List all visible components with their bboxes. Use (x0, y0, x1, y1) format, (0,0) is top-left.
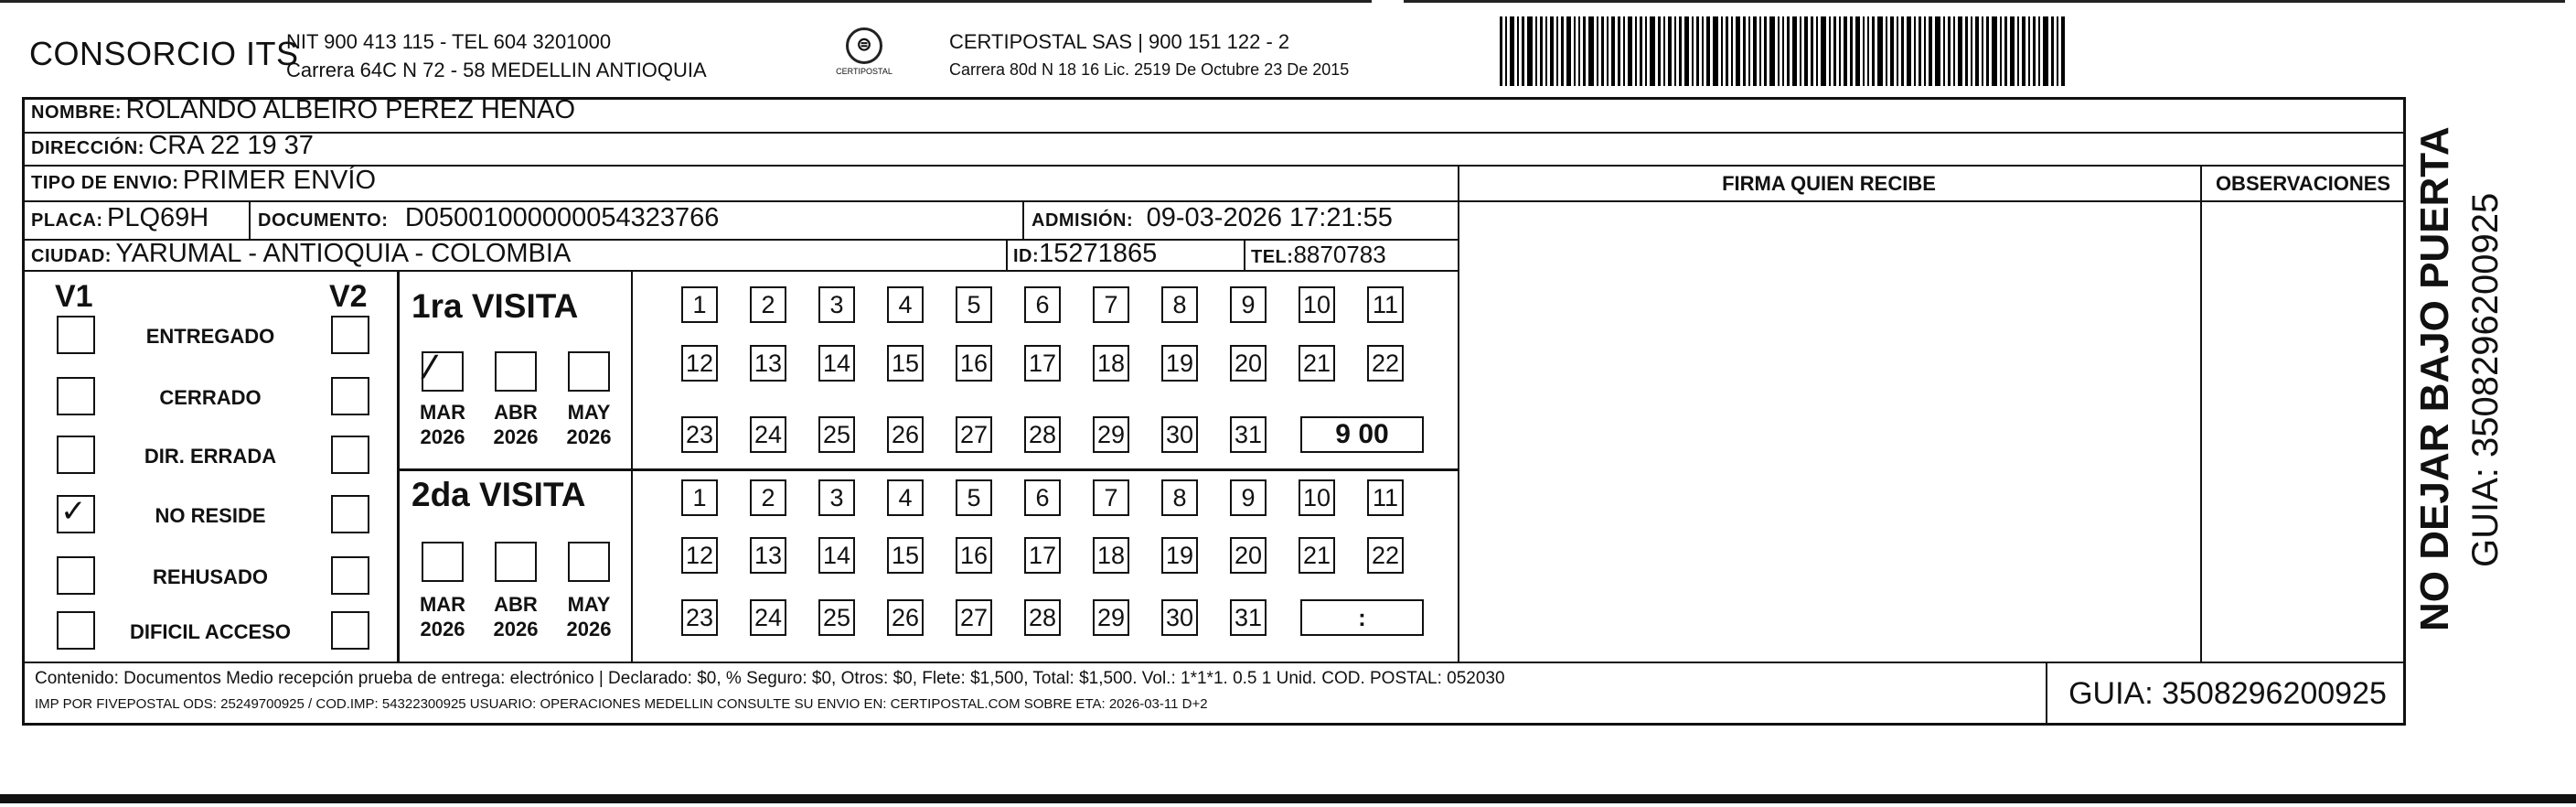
day-box[interactable]: 28 (1024, 416, 1061, 453)
month-name: ABR (494, 401, 538, 424)
barcode-bar (1850, 16, 1853, 86)
barcode-bar (1588, 16, 1594, 86)
row-divider (22, 200, 1458, 202)
tipo-envio-label: TIPO DE ENVIO: (31, 173, 179, 193)
day-box[interactable]: 29 (1093, 599, 1129, 636)
month-name: MAR (419, 401, 466, 424)
barcode-bar (1804, 16, 1808, 86)
barcode-bar (1975, 16, 1979, 86)
day-box[interactable]: 4 (887, 286, 924, 323)
ciudad-value: YARUMAL - ANTIOQUIA - COLOMBIA (115, 239, 572, 268)
visit-divider (397, 468, 1458, 471)
barcode-bar (1702, 16, 1704, 86)
day-box[interactable]: 7 (1093, 286, 1129, 323)
day-box[interactable]: 9 (1230, 286, 1267, 323)
day-box[interactable]: 28 (1024, 599, 1061, 636)
day-box[interactable]: 1 (681, 479, 718, 516)
day-box[interactable]: 2 (750, 286, 786, 323)
day-box[interactable]: 13 (750, 345, 786, 382)
month-checkbox[interactable] (568, 542, 610, 582)
month-year: 2026 (493, 425, 539, 448)
barcode-bar (1982, 16, 1983, 86)
day-box[interactable]: 23 (681, 599, 718, 636)
v2-header: V2 (329, 279, 368, 314)
barcode-bar (1833, 16, 1836, 86)
v1-checkbox[interactable] (57, 556, 95, 595)
day-box[interactable]: 8 (1161, 286, 1198, 323)
month-label (415, 592, 470, 641)
barcode-bar (1692, 16, 1694, 86)
barcode-bar (1540, 16, 1543, 86)
barcode-bar (1816, 16, 1818, 86)
barcode-bar (1890, 16, 1894, 86)
handwritten-check-mark: ⁄ (427, 350, 433, 386)
tel-field (1251, 241, 1386, 269)
barcode-bar (1800, 16, 1801, 86)
logo-mark-icon: ⊜ (846, 27, 882, 64)
handwritten-check-mark: ✓ (60, 493, 87, 530)
day-box[interactable]: 11 (1367, 286, 1404, 323)
barcode-bar (1696, 16, 1699, 86)
barcode-bar (1778, 16, 1780, 86)
barcode-bar (1943, 16, 1945, 86)
admision-field (1031, 203, 1393, 233)
barcode-bar (1839, 16, 1841, 86)
direccion-value: CRA 22 19 37 (148, 131, 314, 160)
ciudad-field (31, 239, 571, 269)
day-box[interactable]: 3 (818, 479, 855, 516)
id-value: 15271865 (1039, 239, 1158, 268)
day-box[interactable]: 22 (1367, 537, 1404, 574)
barcode-bar (1527, 16, 1533, 86)
barcode-bar (1668, 16, 1672, 86)
barcode-bar (1731, 16, 1733, 86)
status-label: NO RESIDE (155, 504, 266, 527)
day-box[interactable]: 10 (1299, 286, 1335, 323)
day-box[interactable]: 31 (1230, 416, 1267, 453)
nit-line: NIT 900 413 115 - TEL 604 3201000 (286, 30, 612, 53)
barcode-bar (1561, 16, 1564, 86)
v1-header: V1 (55, 279, 93, 314)
barcode-bar (1844, 16, 1847, 86)
time-box[interactable]: 9 00 (1300, 416, 1424, 453)
month-year: 2026 (566, 618, 612, 640)
nombre-field (31, 95, 575, 125)
day-box[interactable]: 14 (818, 537, 855, 574)
barcode-bar (1517, 16, 1519, 86)
v1-checkbox[interactable] (57, 611, 95, 650)
month-label (561, 400, 616, 449)
barcode-bar (1872, 16, 1875, 86)
barcode-bar (1645, 16, 1647, 86)
barcode-bar (1640, 16, 1642, 86)
barcode-bar (1855, 16, 1860, 86)
barcode-bar (1601, 16, 1604, 86)
tel-value: 8870783 (1293, 241, 1386, 268)
id-label: ID: (1013, 246, 1040, 266)
barcode-bar (1706, 16, 1710, 86)
barcode-bar (1935, 16, 1940, 86)
day-box[interactable]: 17 (1024, 537, 1061, 574)
barcode-bar (1792, 16, 1797, 86)
day-box[interactable]: 22 (1367, 345, 1404, 382)
barcode-bar (1986, 16, 1989, 86)
barcode-bar (1550, 16, 1554, 86)
barcode-bar (2017, 16, 2019, 86)
day-box[interactable]: 13 (750, 537, 786, 574)
day-box[interactable]: 20 (1230, 345, 1267, 382)
month-name: MAY (567, 401, 611, 424)
day-box[interactable]: 15 (887, 345, 924, 382)
month-name: MAY (567, 593, 611, 616)
barcode-bar (1535, 16, 1537, 86)
barcode-bar (1787, 16, 1790, 86)
status-divider (397, 270, 400, 662)
row-divider (1458, 200, 2406, 202)
day-box[interactable]: 21 (1299, 537, 1335, 574)
bottom-rule (0, 794, 2576, 803)
admision-value: 09-03-2026 17:21:55 (1146, 203, 1393, 232)
col-divider (1458, 165, 1459, 662)
barcode-bar (1886, 16, 1887, 86)
month-year: 2026 (566, 425, 612, 448)
month-checkbox[interactable] (422, 542, 464, 582)
barcode-bar (1914, 16, 1916, 86)
month-checkbox[interactable] (495, 542, 537, 582)
month-year: 2026 (420, 618, 465, 640)
logo-text: CERTIPOSTAL (836, 67, 893, 76)
barcode-bar (1611, 16, 1615, 86)
barcode-bar (1764, 16, 1767, 86)
day-box[interactable]: 5 (956, 286, 992, 323)
direccion-label: DIRECCIÓN: (31, 138, 144, 158)
barcode-bar (2010, 16, 2015, 86)
barcode-bar (1782, 16, 1784, 86)
barcode-bar (1500, 16, 1502, 86)
carrier-info (949, 27, 1349, 84)
v2-checkbox[interactable] (331, 377, 369, 415)
carrier-address: Carrera 80d N 18 16 Lic. 2519 De Octubre 23 De 2015 (949, 60, 1350, 79)
day-box[interactable]: 26 (887, 599, 924, 636)
nombre-label: NOMBRE: (31, 102, 123, 123)
day-box[interactable]: 27 (956, 416, 992, 453)
footer-print-info: IMP POR FIVEPOSTAL ODS: 25249700925 / COD.IMP: 54322300925 USUARIO: OPERACIONES MEDELLIN CONSULTE SU ENVIO EN: CERTIPOSTAL.COM SOBRE ETA: 2026-03-11 D+2 (35, 696, 1208, 712)
day-box[interactable]: 4 (887, 479, 924, 516)
day-box[interactable]: 3 (818, 286, 855, 323)
barcode-bar (1679, 16, 1682, 86)
top-rule-right (1404, 0, 2565, 3)
barcode-bar (1635, 16, 1637, 86)
day-box[interactable]: 19 (1161, 345, 1198, 382)
cell-divider (1022, 200, 1024, 239)
first-visit-title: 1ra VISITA (412, 287, 579, 325)
barcode-bar (1597, 16, 1598, 86)
barcode-bar (1769, 16, 1775, 86)
month-checkbox[interactable] (568, 351, 610, 392)
barcode-bar (1522, 16, 1524, 86)
barcode-bar (1583, 16, 1586, 86)
barcode-bar (2057, 16, 2058, 86)
day-box[interactable]: 20 (1230, 537, 1267, 574)
admision-label: ADMISIÓN: (1031, 210, 1134, 231)
company-contact (286, 27, 707, 84)
day-box[interactable]: 31 (1230, 599, 1267, 636)
footer-guia: GUIA: 3508296200925 (2046, 662, 2408, 726)
barcode-bar (1958, 16, 1962, 86)
v2-checkbox[interactable] (331, 611, 369, 650)
barcode-bar (1743, 16, 1746, 86)
placa-field (31, 203, 208, 233)
barcode-bar (1907, 16, 1911, 86)
barcode-bar (1663, 16, 1665, 86)
barcode-bar (2043, 16, 2048, 86)
barcode-bar (1736, 16, 1740, 86)
documento-field (258, 203, 719, 233)
second-visit-title: 2da VISITA (412, 476, 586, 513)
company-name: CONSORCIO ITS (29, 35, 299, 72)
barcode-bar (1919, 16, 1921, 86)
month-label (561, 592, 616, 641)
day-box[interactable]: 21 (1299, 345, 1335, 382)
month-label (415, 400, 470, 449)
barcode-bar (1505, 16, 1507, 86)
v2-checkbox[interactable] (331, 316, 369, 354)
day-box[interactable]: 17 (1024, 345, 1061, 382)
barcode-bar (1674, 16, 1676, 86)
barcode-bar (1618, 16, 1620, 86)
day-box[interactable]: 2 (750, 479, 786, 516)
tipo-envio-field (31, 166, 376, 196)
ciudad-label: CIUDAD: (31, 246, 112, 266)
barcode-bar (2033, 16, 2036, 86)
day-box[interactable]: 25 (818, 416, 855, 453)
barcode-bar (1877, 16, 1883, 86)
barcode-bar (1607, 16, 1609, 86)
day-box[interactable]: 1 (681, 286, 718, 323)
barcode-bar (1578, 16, 1580, 86)
day-box[interactable]: 5 (956, 479, 992, 516)
month-year: 2026 (420, 425, 465, 448)
day-box[interactable]: 18 (1093, 345, 1129, 382)
barcode-bar (1556, 16, 1558, 86)
barcode-bar (2028, 16, 2030, 86)
no-dejar-warning: NO DEJAR BAJO PUERTA (2412, 126, 2457, 631)
day-box[interactable]: 27 (956, 599, 992, 636)
top-rule-left (0, 0, 1372, 3)
status-label: ENTREGADO (145, 325, 275, 348)
side-guia: GUIA: 3508296200925 (2465, 192, 2506, 567)
month-year: 2026 (493, 618, 539, 640)
tel-label: TEL: (1251, 247, 1294, 267)
barcode-bar (2022, 16, 2026, 86)
barcode-bar (1953, 16, 1955, 86)
barcode-bar (1948, 16, 1951, 86)
cell-divider (1006, 239, 1008, 270)
direccion-field (31, 131, 314, 161)
barcode-bar (1713, 16, 1718, 86)
status-label: CERRADO (159, 386, 262, 409)
firma-header: FIRMA QUIEN RECIBE (1722, 172, 1936, 195)
v1-checkbox[interactable] (57, 377, 95, 415)
barcode-bar (1650, 16, 1655, 86)
barcode-bar (1759, 16, 1761, 86)
nombre-value: ROLANDO ALBEIRO PEREZ HENAO (125, 95, 576, 124)
certipostal-logo (832, 27, 896, 88)
observaciones-header: OBSERVACIONES (2215, 172, 2391, 195)
barcode-bar (1971, 16, 1972, 86)
documento-value: D05001000000054323766 (404, 203, 720, 232)
day-box[interactable]: 6 (1024, 286, 1061, 323)
day-box[interactable]: 29 (1093, 416, 1129, 453)
company-address: Carrera 64C N 72 - 58 MEDELLIN ANTIOQUIA (286, 59, 707, 81)
barcode-bar (1566, 16, 1571, 86)
v2-checkbox[interactable] (331, 436, 369, 474)
barcode-bar (1965, 16, 1968, 86)
barcode-bar (1811, 16, 1813, 86)
day-box[interactable]: 10 (1299, 479, 1335, 516)
placa-label: PLACA: (31, 210, 103, 231)
day-box[interactable]: 14 (818, 345, 855, 382)
barcode-bar (1829, 16, 1831, 86)
day-box[interactable]: 6 (1024, 479, 1061, 516)
barcode-bar (1658, 16, 1661, 86)
day-box[interactable]: 24 (750, 416, 786, 453)
day-box[interactable]: 12 (681, 537, 718, 574)
day-box[interactable]: 24 (750, 599, 786, 636)
day-box[interactable]: 18 (1093, 537, 1129, 574)
barcode (1500, 16, 2181, 86)
barcode-bar (1992, 16, 1997, 86)
barcode-bar (1753, 16, 1757, 86)
placa-value: PLQ69H (107, 203, 209, 232)
day-box[interactable]: 30 (1161, 599, 1198, 636)
barcode-bar (1924, 16, 1926, 86)
day-box[interactable]: 12 (681, 345, 718, 382)
barcode-bar (2004, 16, 2007, 86)
barcode-bar (1897, 16, 1898, 86)
barcode-bar (1684, 16, 1689, 86)
v1-checkbox[interactable] (57, 436, 95, 474)
day-box[interactable]: 19 (1161, 537, 1198, 574)
barcode-bar (1929, 16, 1932, 86)
month-divider (631, 270, 633, 662)
barcode-bar (1545, 16, 1547, 86)
barcode-bar (2038, 16, 2040, 86)
month-label (488, 400, 543, 449)
v2-checkbox[interactable] (331, 495, 369, 533)
day-box[interactable]: 7 (1093, 479, 1129, 516)
barcode-bar (1574, 16, 1576, 86)
month-name: MAR (419, 593, 466, 616)
barcode-bar (2051, 16, 2054, 86)
barcode-bar (1863, 16, 1865, 86)
row-divider (22, 270, 1458, 272)
day-box[interactable]: 25 (818, 599, 855, 636)
barcode-bar (2061, 16, 2065, 86)
day-box[interactable]: 15 (887, 537, 924, 574)
time-box[interactable]: : (1300, 599, 1424, 636)
month-label (488, 592, 543, 641)
row-divider (22, 132, 2406, 134)
barcode-bar (1628, 16, 1632, 86)
day-box[interactable]: 26 (887, 416, 924, 453)
day-box[interactable]: 16 (956, 345, 992, 382)
v1-checkbox[interactable] (57, 316, 95, 354)
day-box[interactable]: 8 (1161, 479, 1198, 516)
documento-label: DOCUMENTO: (258, 210, 389, 231)
day-box[interactable]: 30 (1161, 416, 1198, 453)
barcode-bar (1721, 16, 1723, 86)
carrier-line: CERTIPOSTAL SAS | 900 151 122 - 2 (949, 30, 1290, 53)
footer-content: Contenido: Documentos Medio recepción prueba de entrega: electrónico | Declarado: $0, % Seguro: $0, Otros: $0, Flete: $1,500, Total: $1,500. Vol.: 1*1*1. 0.5 1 Unid. COD. POSTAL: 052030 (35, 669, 1505, 688)
id-field (1013, 239, 1157, 269)
barcode-bar (1901, 16, 1904, 86)
cell-divider (1244, 239, 1245, 270)
status-label: REHUSADO (153, 565, 268, 588)
day-box[interactable]: 23 (681, 416, 718, 453)
barcode-bar (1726, 16, 1728, 86)
barcode-bar (1821, 16, 1826, 86)
v2-checkbox[interactable] (331, 556, 369, 595)
day-box[interactable]: 11 (1367, 479, 1404, 516)
cell-divider (249, 200, 251, 239)
row-divider (22, 165, 2406, 167)
month-checkbox[interactable] (495, 351, 537, 392)
barcode-bar (2000, 16, 2002, 86)
status-label: DIR. ERRADA (144, 445, 277, 468)
status-label: DIFICIL ACCESO (129, 620, 291, 643)
barcode-bar (1510, 16, 1514, 86)
col-divider (2200, 165, 2202, 662)
tipo-envio-value: PRIMER ENVÍO (182, 166, 377, 195)
day-box[interactable]: 16 (956, 537, 992, 574)
month-name: ABR (494, 593, 538, 616)
barcode-bar (1623, 16, 1625, 86)
day-box[interactable]: 9 (1230, 479, 1267, 516)
barcode-bar (1748, 16, 1750, 86)
barcode-bar (1867, 16, 1869, 86)
